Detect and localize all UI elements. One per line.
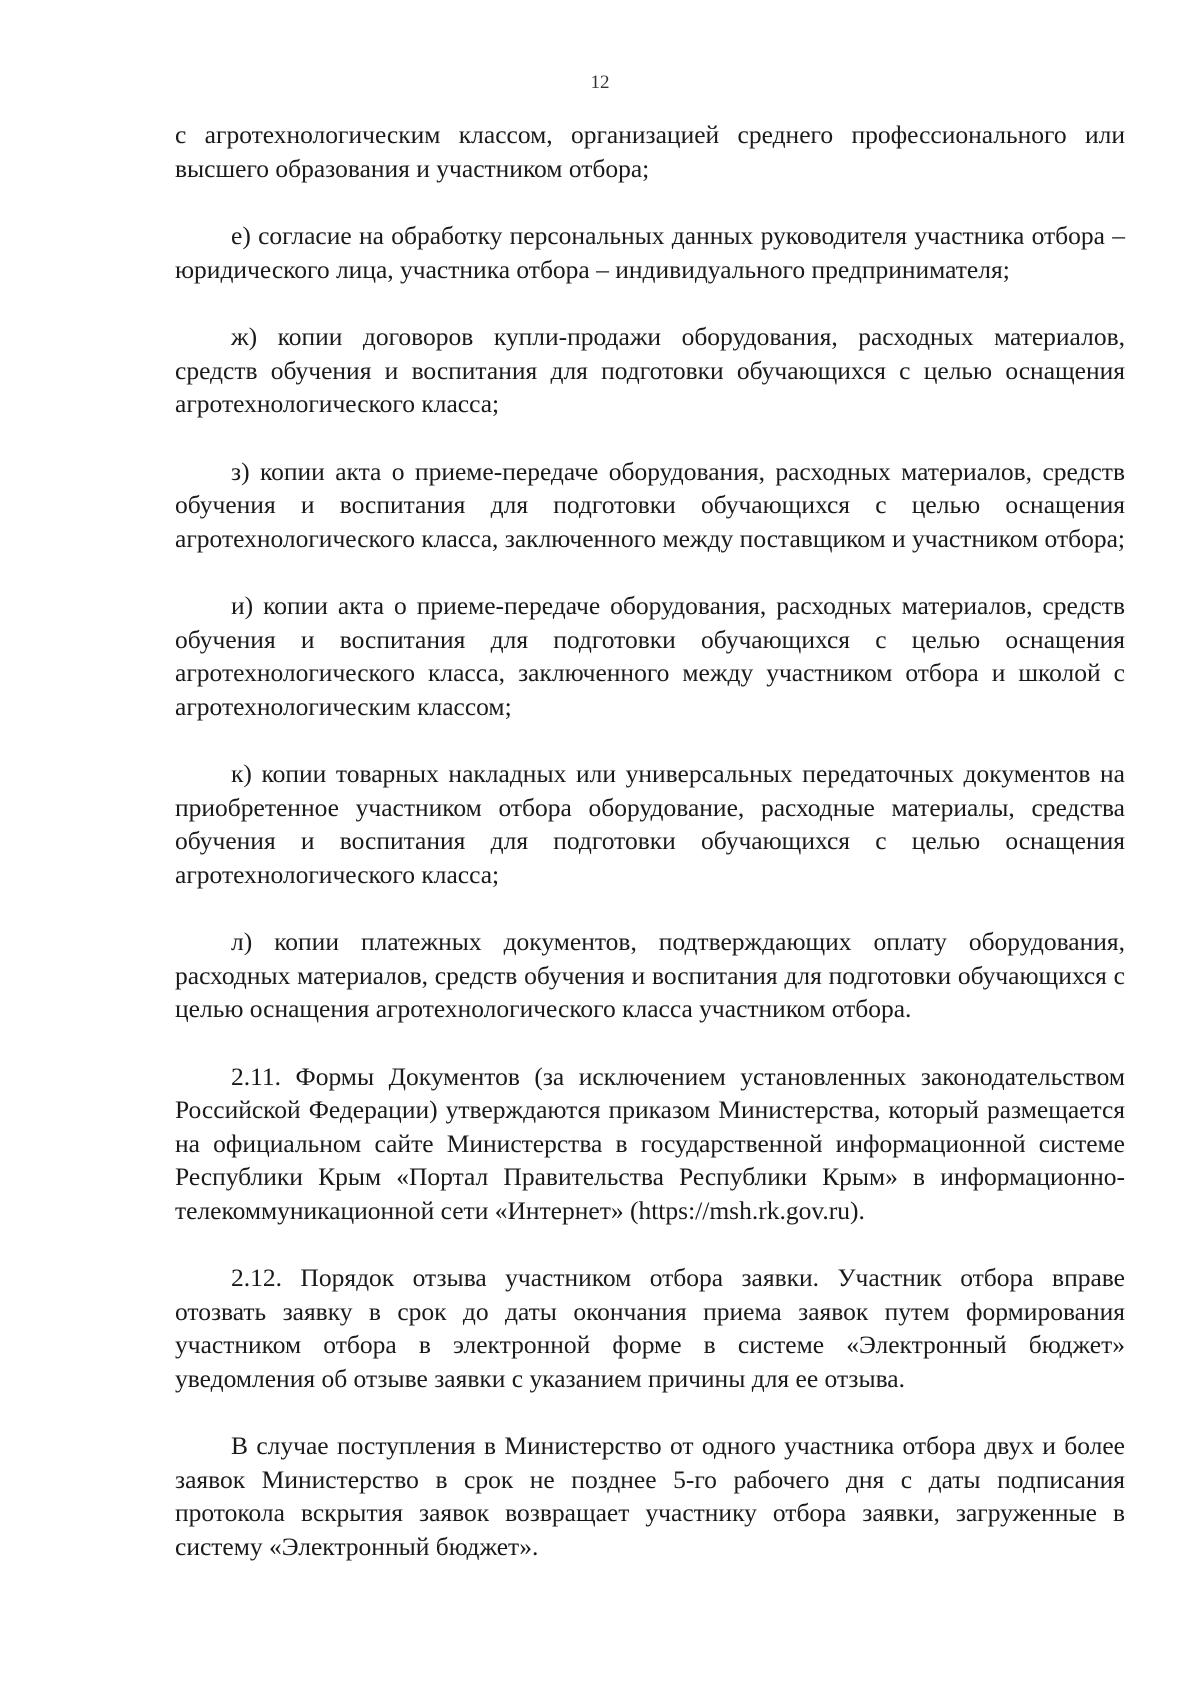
paragraph-duplicate-applications: В случае поступления в Министерство от одного участника отбора двух и более заявок Министерство в срок не позднее 5-го рабочего дня с даты подписания протокола вскрытия заявок возвращает участнику отбора заявки, загруженные в систему «Электронный бюджет». [175,1431,1125,1561]
paragraph-continuation: с агротехнологическим классом, организацией среднего профессионального или высшего образования и участником отбора; [175,120,1125,183]
paragraph-clause-2-11: 2.11. Формы Документов (за исключением установленных законодательством Российской Федерации) утверждаются приказом Министерства, который размещается на официальном сайте Министерства в государственной информационной системе Республики Крым «Портал Правительства Республики Крым» в информационно-телекоммуникационной сети «Интернет» (https://msh.rk.gov.ru). [175,1061,1125,1225]
paragraph-item-k: к) копии товарных накладных или универсальных передаточных документов на приобретенное участником отбора оборудование, расходные материалы, средства обучения и воспитания для подготовки обучающихся с целью оснащения агротехнологического класса; [175,759,1125,889]
paragraph-clause-2-12: 2.12. Порядок отзыва участником отбора заявки. Участник отбора вправе отозвать заявку в срок до даты окончания приема заявок путем формирования участником отбора в электронной форме в системе «Электронный бюджет» уведомления об отзыве заявки с указанием причины для ее отзыва. [175,1263,1125,1393]
paragraph-item-i: и) копии акта о приеме-передаче оборудования, расходных материалов, средств обучения и воспитания для подготовки обучающихся с целью оснащения агротехнологического класса, заключенного между участником отбора и школой с агротехнологическим классом; [175,591,1125,721]
paragraph-item-e: е) согласие на обработку персональных данных руководителя участника отбора – юридического лица, участника отбора – индивидуального предпринимателя; [175,221,1125,284]
paragraph-item-l: л) копии платежных документов, подтверждающих оплату оборудования, расходных материалов, средств обучения и воспитания для подготовки обучающихся с целью оснащения агротехнологического класса участником отбора. [175,927,1125,1023]
paragraph-item-zh: ж) копии договоров купли-продажи оборудования, расходных материалов, средств обучения и воспитания для подготовки обучающихся с целью оснащения агротехнологического класса; [175,322,1125,418]
paragraph-item-z: з) копии акта о приеме-передаче оборудования, расходных материалов, средств обучения и воспитания для подготовки обучающихся с целью оснащения агротехнологического класса, заключенного между поставщиком и участником отбора; [175,456,1125,553]
document-body [175,118,1125,1597]
page-number: 12 [590,72,610,93]
